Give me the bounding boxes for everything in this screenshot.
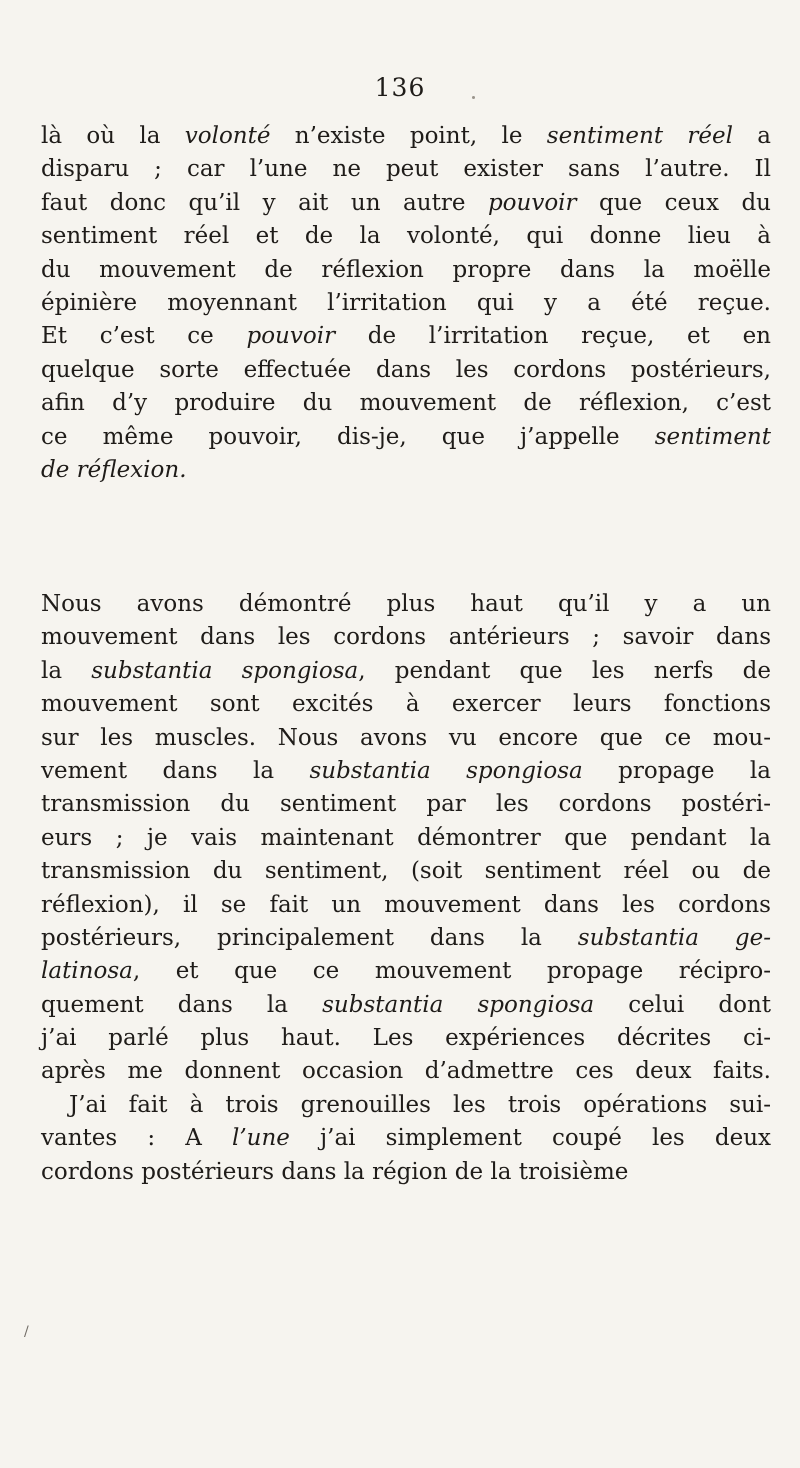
italic-span: volonté [184, 123, 271, 149]
text-line [41, 955, 771, 988]
paragraph-2 [41, 588, 771, 1189]
text-line [41, 922, 771, 955]
text-line [41, 1156, 771, 1189]
text-span: transmission du sentiment par les cordons postéri- [41, 791, 771, 818]
text-span: eurs ; je vais maintenant démontrer que pendant la [41, 824, 771, 851]
text-span: cordons postérieurs dans la région de la troisième [41, 1158, 629, 1185]
text-span: j’ai simplement coupé les deux [289, 1125, 772, 1152]
text-line [41, 1089, 771, 1122]
italic-span: l’une [231, 1125, 290, 1152]
text-line [41, 989, 771, 1022]
text-span: sentiment réel et de la volonté, qui donne lieu à [41, 223, 771, 250]
text-span: celui dont [594, 991, 771, 1018]
text-span: Nous avons démontré plus haut qu’il y a un [41, 591, 771, 617]
italic-span: substantia spongiosa [91, 657, 359, 684]
text-line [41, 655, 771, 688]
page-number: 136 [374, 73, 426, 102]
text-span: Et c’est ce [41, 323, 247, 350]
text-line [41, 1122, 771, 1155]
text-span: disparu ; car l’une ne peut exister sans l’autre. Il [41, 156, 771, 183]
text-line [41, 1022, 771, 1055]
text-span: vantes : A [41, 1125, 232, 1152]
text-span: la [41, 657, 92, 684]
italic-span: de réflexion. [41, 456, 187, 483]
text-span: que ceux du [576, 189, 771, 216]
italic-span: sentiment réel [546, 123, 733, 149]
text-line [41, 320, 771, 353]
italic-span: pouvoir [246, 323, 336, 350]
text-span: transmission du sentiment, (soit sentiment réel ou de [41, 858, 771, 885]
text-line [41, 855, 771, 888]
text-span: postérieurs, principalement dans la [41, 924, 578, 951]
paragraph-1 [41, 120, 771, 487]
text-line [41, 421, 771, 454]
text-line [41, 788, 771, 821]
text-span: , pendant que les nerfs de [358, 657, 771, 684]
italic-span: substantia spongiosa [322, 991, 595, 1018]
text-span: afin d’y produire du mouvement de réflexion, c’est [41, 390, 771, 417]
text-line [41, 287, 771, 320]
text-line [41, 120, 771, 153]
text-span: quement dans la [41, 991, 323, 1018]
margin-mark: / [24, 1324, 29, 1340]
text-span: réflexion), il se fait un mouvement dans les cordons [41, 891, 771, 918]
text-line [41, 153, 771, 186]
italic-span: substantia ge- [577, 924, 771, 951]
text-line [41, 187, 771, 220]
text-span: J’ai fait à trois grenouilles les trois opérations sui- [69, 1091, 771, 1118]
text-span: sur les muscles. Nous avons vu encore que ce mou- [41, 724, 771, 751]
text-span: épinière moyennant l’irritation qui y a été reçue. [41, 289, 771, 316]
text-span: faut donc qu’il y ait un autre [41, 189, 488, 216]
text-span: quelque sorte effectuée dans les cordons postérieurs, [41, 356, 771, 383]
text-span: mouvement sont excités à exercer leurs fonctions [41, 691, 771, 718]
text-line [41, 254, 771, 287]
text-span: mouvement dans les cordons antérieurs ; savoir dans [41, 624, 771, 651]
text-span: de l’irritation reçue, et en [335, 323, 771, 350]
text-span: , et que ce mouvement propage récipro- [132, 958, 771, 985]
text-line [41, 621, 771, 654]
italic-span: latinosa [41, 958, 133, 985]
text-span: vement dans la [41, 757, 310, 784]
text-line [41, 688, 771, 721]
text-line [41, 755, 771, 788]
italic-span: sentiment [654, 423, 771, 450]
text-line [41, 722, 771, 755]
text-span: j’ai parlé plus haut. Les expériences décrites ci- [41, 1025, 771, 1052]
text-span: propage la [582, 757, 771, 784]
text-line [41, 220, 771, 253]
text-span: a [732, 123, 772, 149]
text-line [41, 454, 771, 487]
text-span: là où la [41, 123, 185, 149]
italic-span: pouvoir [487, 189, 577, 216]
text-line [41, 1055, 771, 1088]
text-span: n’existe point, le [270, 123, 547, 149]
text-line [41, 889, 771, 922]
italic-span: substantia spongiosa [309, 757, 583, 784]
text-span: après me donnent occasion d’admettre ces deux faits. [41, 1058, 771, 1085]
text-line [41, 588, 771, 621]
text-line [41, 822, 771, 855]
text-span: ce même pouvoir, dis-je, que j’appelle [41, 423, 655, 450]
text-line [41, 354, 771, 387]
text-span: du mouvement de réflexion propre dans la moëlle [41, 256, 771, 283]
text-line [41, 387, 771, 420]
